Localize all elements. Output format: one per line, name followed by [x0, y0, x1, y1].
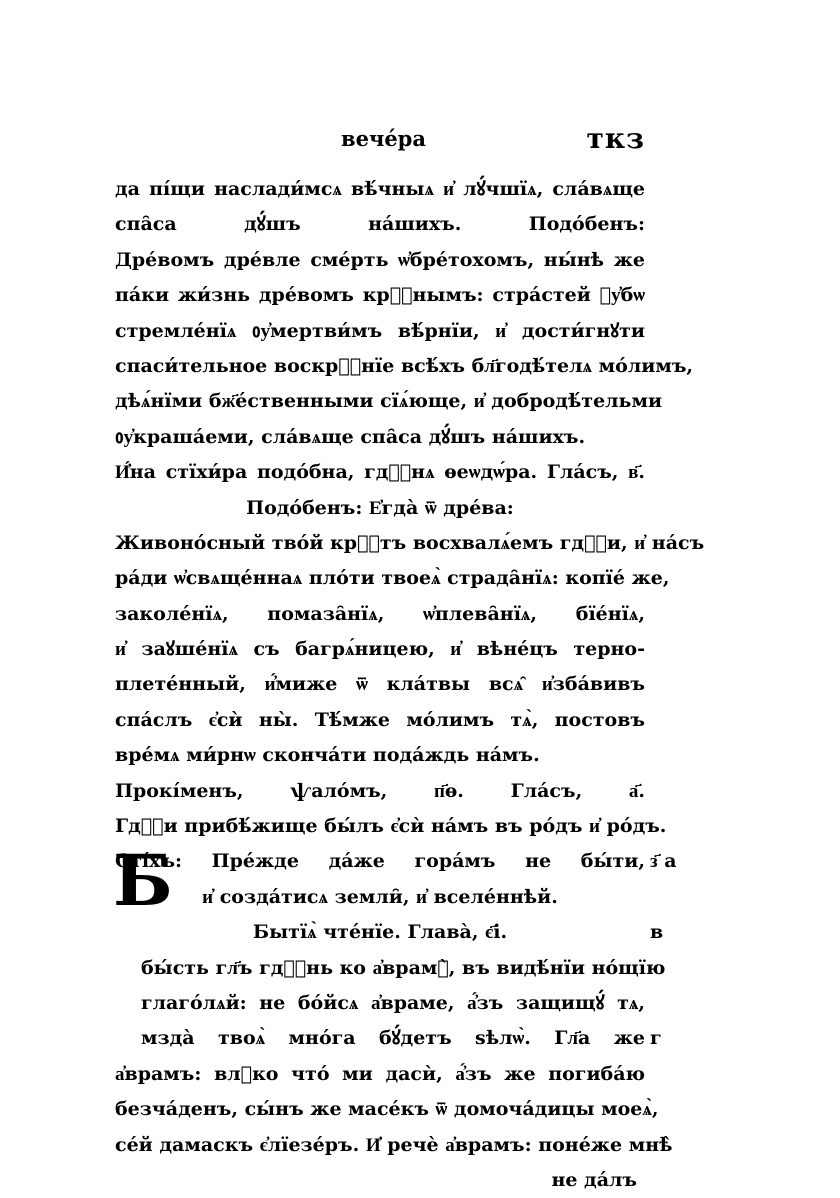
text-line: безча́денъ, сы́нъ же масе́къ ѿ домоча́дицы моеѧ̀, [115, 1098, 659, 1121]
text-line: се́й дамаскъ є҆лїезе́ръ. И҆ речѐ а҆врамъ: поне́же мнѣ̀ [115, 1133, 673, 1156]
text-line: Гдⷭ҇и прибѣ́жище бы́лъ є҆сѝ на́мъ въ ро́дъ и҆ ро́дъ. [115, 815, 667, 838]
page-header [115, 122, 645, 162]
margin-note: з҃ а [650, 850, 677, 872]
margin-note: г [650, 1027, 662, 1049]
drop-cap: Б [113, 839, 173, 922]
text-line: па́ки жи́знь дре́вомъ крⷮ҇нымъ: стра́стей ᲂу҆бѡ [115, 284, 645, 307]
text-line: ра́ди ѡ҆свѧще́ннаѧ пло́ти твоеѧ̀ страда̑нїѧ: копїе́ же, [115, 567, 670, 590]
text-line: спаси́тельное воскрⷭ҇нїе всѣ́хъ бл҃годѣ́телѧ мо́лимъ, [115, 354, 694, 377]
text-line: Бытїѧ̀ чте́нїе. Глава̀, є҃і. [252, 921, 508, 944]
text-line: спа̑са дꙋ́шъ на́шихъ. Подо́бенъ: [115, 213, 645, 236]
text-line: Сті́хъ: Пре́жде да́же гора́мъ не бы́ти, [115, 850, 645, 873]
text-line: И҆́на стїхи́ра подо́бна, гдⷭ҇нѧ ѳеѡдѡ́ра. Гла́съ, в҃. [115, 461, 645, 484]
text-line: и҆ заꙋше́нїѧ съ багрѧ́ницею, и҆ вѣне́цъ терно- [115, 638, 645, 661]
text-line: бы́сть гл҃ъ гдⷭ҇нь ко а҆врамꙋ̀, въ видѣ́нїи но́щїю [141, 956, 666, 979]
text-line: глаго́лѧй: не бо́йсѧ а҆враме, а҆́зъ защищꙋ́ тѧ, [141, 991, 645, 1014]
text-line: да пі́щи наслади́мсѧ вѣ́чныѧ и҆ лꙋ́чшїѧ, сла́вѧще [115, 178, 645, 200]
text-line: мзда̀ твоѧ̀ мно́га бꙋ́детъ ѕѣлѡ̀. Гл҃а же [141, 1027, 645, 1050]
text-line: Дре́вомъ дре́вле сме́рть ѡ҆бре́тохомъ, ны́нѣ же [115, 248, 645, 271]
text-line: плете́нный, и҆́миже ѿ кла́твы всѧ̑ и҆зба́вивъ [115, 673, 645, 696]
margin-note: в [650, 920, 664, 943]
text-line: заколе́нїѧ, помаза̑нїѧ, ѡ҆плева̑нїѧ, бїе́нїѧ, [115, 602, 645, 625]
text-line: вре́мѧ ми́рнѡ сконча́ти пода́ждь на́мъ. [115, 744, 540, 767]
text-line: не да́лъ [551, 1168, 637, 1191]
text-line: а҆врамъ: влⷣко что́ ми дасѝ, а҆́зъ же погиба́ю [115, 1062, 645, 1085]
text-line: Подо́бенъ: Е҆гда̀ ѿ дре́ва: [246, 496, 514, 519]
text-line: Живоно́сный тво́й крⷭ҇тъ восхвалѧ́емъ гдⷭ҇и, и҆ на́съ [115, 531, 705, 554]
text-line: спа́слъ є҆сѝ ны̀. Тѣ́мже мо́лимъ тѧ̀, постовъ [115, 708, 645, 731]
page-number: ткз [586, 122, 645, 155]
body-text [115, 172, 705, 1198]
text-line: ᲂу҆краша́еми, сла́вѧще спа̑са дꙋ́шъ на́шихъ. [115, 425, 586, 448]
text-line: стремле́нїѧ ᲂу҆мертви́мъ вѣ́рнїи, и҆ дости́гнꙋти [115, 319, 645, 342]
text-line: дѣѧ́нїми бж҃е́ственными сїѧ́юще, и҆ добродѣ́тельми [115, 390, 663, 413]
text-line: Прокі́менъ, ѱало́мъ, п҃ѳ. Гла́съ, а҃. [115, 779, 645, 802]
running-head: вече́ра [341, 126, 426, 151]
text-line: и҆ созда́тисѧ земли̑, и҆ вселе́ннѣй. [202, 885, 558, 908]
